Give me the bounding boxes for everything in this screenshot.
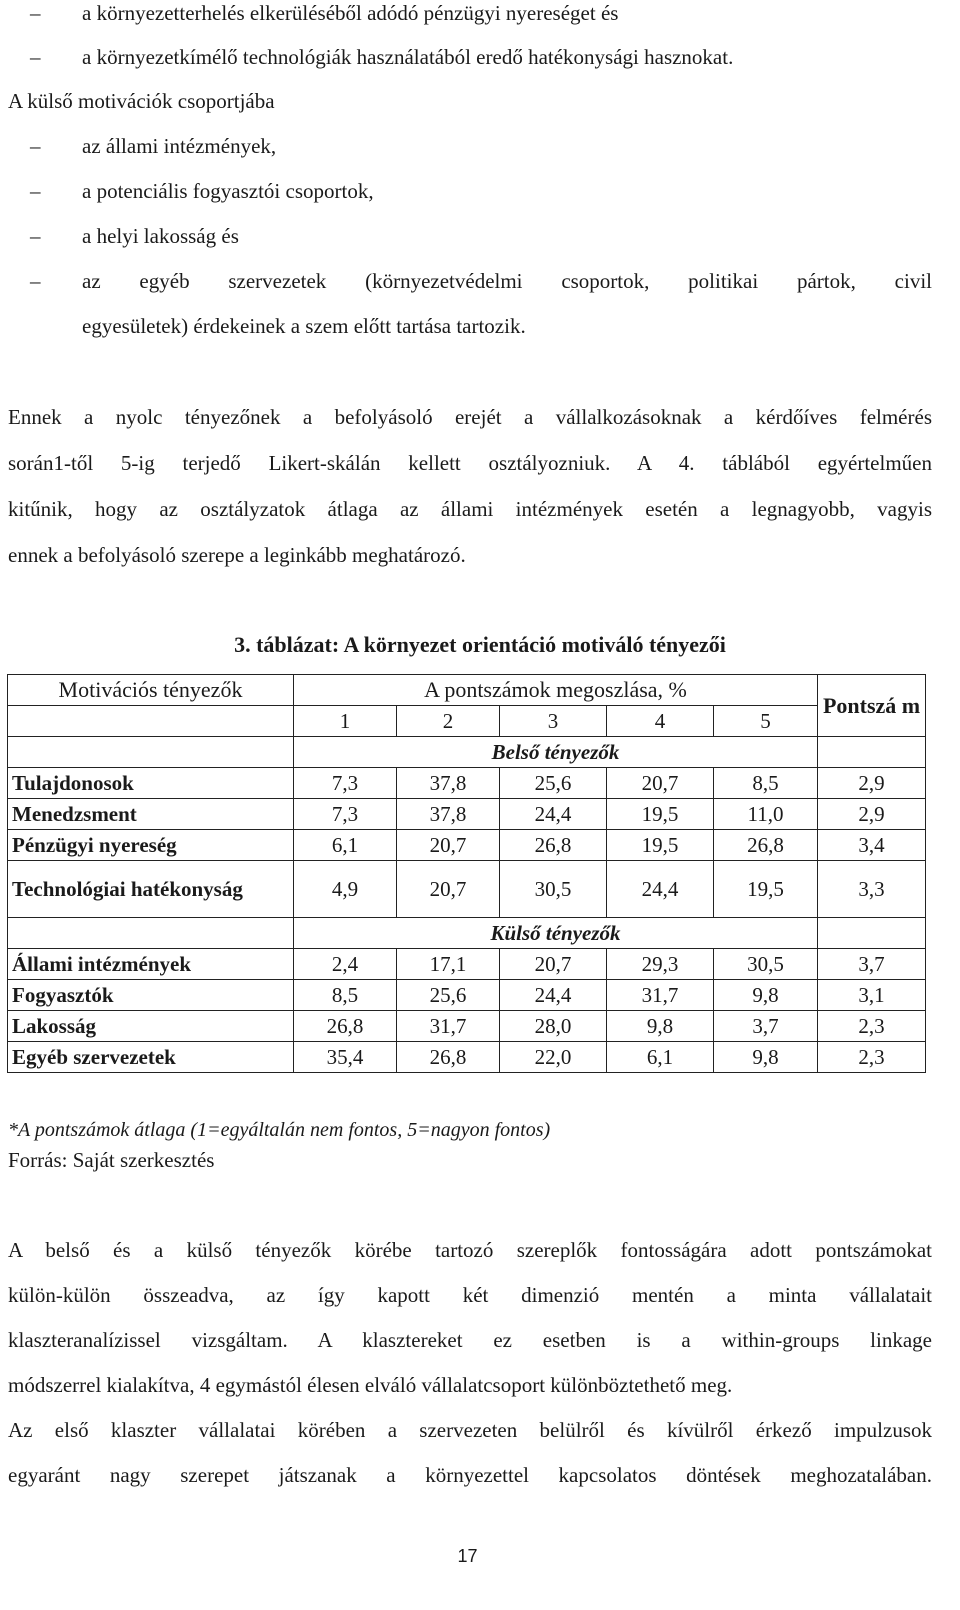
table-cell: 3,1 xyxy=(818,980,926,1011)
table-cell xyxy=(818,737,926,768)
table-cell: 7,3 xyxy=(294,799,397,830)
table-header-factors: Motivációs tényezők xyxy=(8,675,294,706)
table-cell: 2,9 xyxy=(818,799,926,830)
section-header-internal: Belső tényezők xyxy=(294,737,818,768)
table-cell: 2,3 xyxy=(818,1011,926,1042)
table-cell: 24,4 xyxy=(500,980,607,1011)
table-row xyxy=(8,830,926,861)
table-cell: 19,5 xyxy=(607,799,714,830)
table-row xyxy=(8,799,926,830)
paragraph-line: egyaránt nagy szerepet játszanak a környezettel kapcsolatos döntések meghozatalában. xyxy=(8,1463,932,1487)
table-cell xyxy=(8,737,294,768)
list-item-text: a potenciális fogyasztói csoportok, xyxy=(82,179,374,203)
table-cell: 3,4 xyxy=(818,830,926,861)
row-label: Egyéb szervezetek xyxy=(8,1042,294,1073)
table-cell: 19,5 xyxy=(607,830,714,861)
table-cell: 11,0 xyxy=(714,799,818,830)
score-header: 2 xyxy=(397,706,500,737)
table-cell: 37,8 xyxy=(397,768,500,799)
paragraph-line: ennek a befolyásoló szerepe a leginkább meghatározó. xyxy=(8,543,466,567)
table-cell: 6,1 xyxy=(294,830,397,861)
score-header: 5 xyxy=(714,706,818,737)
table-cell: 9,8 xyxy=(607,1011,714,1042)
paragraph-line: Az első klaszter vállalatai körében a szervezeten belülről és kívülről érkező impulzusok xyxy=(8,1418,932,1442)
table-cell: 25,6 xyxy=(500,768,607,799)
table-cell: 26,8 xyxy=(294,1011,397,1042)
table-cell: 35,4 xyxy=(294,1042,397,1073)
table-cell: 7,3 xyxy=(294,768,397,799)
table-cell: 3,7 xyxy=(714,1011,818,1042)
table-cell: 8,5 xyxy=(714,768,818,799)
row-label: Fogyasztók xyxy=(8,980,294,1011)
paragraph-line: kitűnik, hogy az osztályzatok átlaga az állami intézmények esetén a legnagyobb, vagyis xyxy=(8,497,932,521)
list-item-text: a helyi lakosság és xyxy=(82,224,239,248)
table-cell: 28,0 xyxy=(500,1011,607,1042)
table-row xyxy=(8,1042,926,1073)
table-row xyxy=(8,949,926,980)
list-item-text: az egyéb szervezetek (környezetvédelmi csoportok, politikai pártok, civil xyxy=(82,269,932,293)
table-cell: 30,5 xyxy=(714,949,818,980)
table-cell: 9,8 xyxy=(714,1042,818,1073)
table-row xyxy=(8,1011,926,1042)
table-cell: 6,1 xyxy=(607,1042,714,1073)
row-label: Állami intézmények xyxy=(8,949,294,980)
table-cell: 20,7 xyxy=(397,830,500,861)
table-cell: 22,0 xyxy=(500,1042,607,1073)
table-row xyxy=(8,768,926,799)
table-cell: 9,8 xyxy=(714,980,818,1011)
table-cell: 3,7 xyxy=(818,949,926,980)
table-cell: 20,7 xyxy=(500,949,607,980)
page-number: 17 xyxy=(457,1546,478,1566)
motivation-factors-table xyxy=(7,674,926,1073)
table-cell: 20,7 xyxy=(397,861,500,918)
table-cell: 20,7 xyxy=(607,768,714,799)
table-row xyxy=(8,980,926,1011)
bullet-dash: – xyxy=(30,179,41,203)
list-item-text: a környezetterhelés elkerüléséből adódó pénzügyi nyereséget és xyxy=(82,1,619,25)
list-item-continuation: egyesületek) érdekeinek a szem előtt tartása tartozik. xyxy=(82,314,526,338)
external-intro: A külső motivációk csoportjába xyxy=(8,89,275,113)
table-note: *A pontszámok átlaga (1=egyáltalán nem fontos, 5=nagyon fontos) xyxy=(8,1119,551,1141)
row-label: Lakosság xyxy=(8,1011,294,1042)
score-header: 1 xyxy=(294,706,397,737)
row-label: Pénzügyi nyereség xyxy=(8,830,294,861)
table-cell: 2,4 xyxy=(294,949,397,980)
list-item-text: az állami intézmények, xyxy=(82,134,277,158)
score-header: 4 xyxy=(607,706,714,737)
table-cell: 2,9 xyxy=(818,768,926,799)
table-cell xyxy=(818,918,926,949)
bullet-dash: – xyxy=(30,269,41,293)
table-cell: 37,8 xyxy=(397,799,500,830)
table-cell xyxy=(8,918,294,949)
table-cell: 30,5 xyxy=(500,861,607,918)
paragraph-line: klaszteranalízissel vizsgáltam. A klasztereket ez esetben is a within-groups linkage xyxy=(8,1328,932,1352)
table-cell: 26,8 xyxy=(500,830,607,861)
table-cell: 3,3 xyxy=(818,861,926,918)
table-cell: 17,1 xyxy=(397,949,500,980)
table-cell: 19,5 xyxy=(714,861,818,918)
table-cell xyxy=(8,706,294,737)
paragraph-line: során1-től 5-ig terjedő Likert-skálán kellett osztályozniuk. A 4. táblából egyértelműen xyxy=(8,451,932,475)
table-cell: 24,4 xyxy=(500,799,607,830)
bullet-dash: – xyxy=(30,45,41,69)
table-row xyxy=(8,861,926,918)
table-cell: 24,4 xyxy=(607,861,714,918)
row-label: Tulajdonosok xyxy=(8,768,294,799)
row-label: Menedzsment xyxy=(8,799,294,830)
table-header-distribution: A pontszámok megoszlása, % xyxy=(294,675,818,706)
table-cell: 8,5 xyxy=(294,980,397,1011)
paragraph-line: módszerrel kialakítva, 4 egymástól élesen elváló vállalatcsoport különböztethető meg. xyxy=(8,1373,733,1397)
table-cell: 4,9 xyxy=(294,861,397,918)
table-cell: 25,6 xyxy=(397,980,500,1011)
paragraph-line: A belső és a külső tényezők körébe tartozó szereplők fontosságára adott pontszámokat xyxy=(8,1238,932,1262)
table-header-score: Pontszá m xyxy=(818,675,926,737)
table-cell: 31,7 xyxy=(397,1011,500,1042)
score-header: 3 xyxy=(500,706,607,737)
table-cell: 2,3 xyxy=(818,1042,926,1073)
table-source: Forrás: Saját szerkesztés xyxy=(8,1148,215,1172)
table-caption: 3. táblázat: A környezet orientáció motiváló tényezői xyxy=(234,632,726,657)
row-label: Technológiai hatékonyság xyxy=(8,861,294,918)
table-cell: 26,8 xyxy=(397,1042,500,1073)
table-cell: 31,7 xyxy=(607,980,714,1011)
table-cell: 29,3 xyxy=(607,949,714,980)
paragraph-line: külön-külön összeadva, az így kapott két dimenzió mentén a minta vállalatait xyxy=(8,1283,932,1307)
list-item-text: a környezetkímélő technológiák használatából eredő hatékonysági hasznokat. xyxy=(82,45,734,69)
paragraph-line: Ennek a nyolc tényezőnek a befolyásoló erejét a vállalkozásoknak a kérdőíves felmérés xyxy=(8,405,932,429)
table-cell: 26,8 xyxy=(714,830,818,861)
bullet-dash: – xyxy=(30,134,41,158)
bullet-dash: – xyxy=(30,1,41,25)
bullet-dash: – xyxy=(30,224,41,248)
section-header-external: Külső tényezők xyxy=(294,918,818,949)
